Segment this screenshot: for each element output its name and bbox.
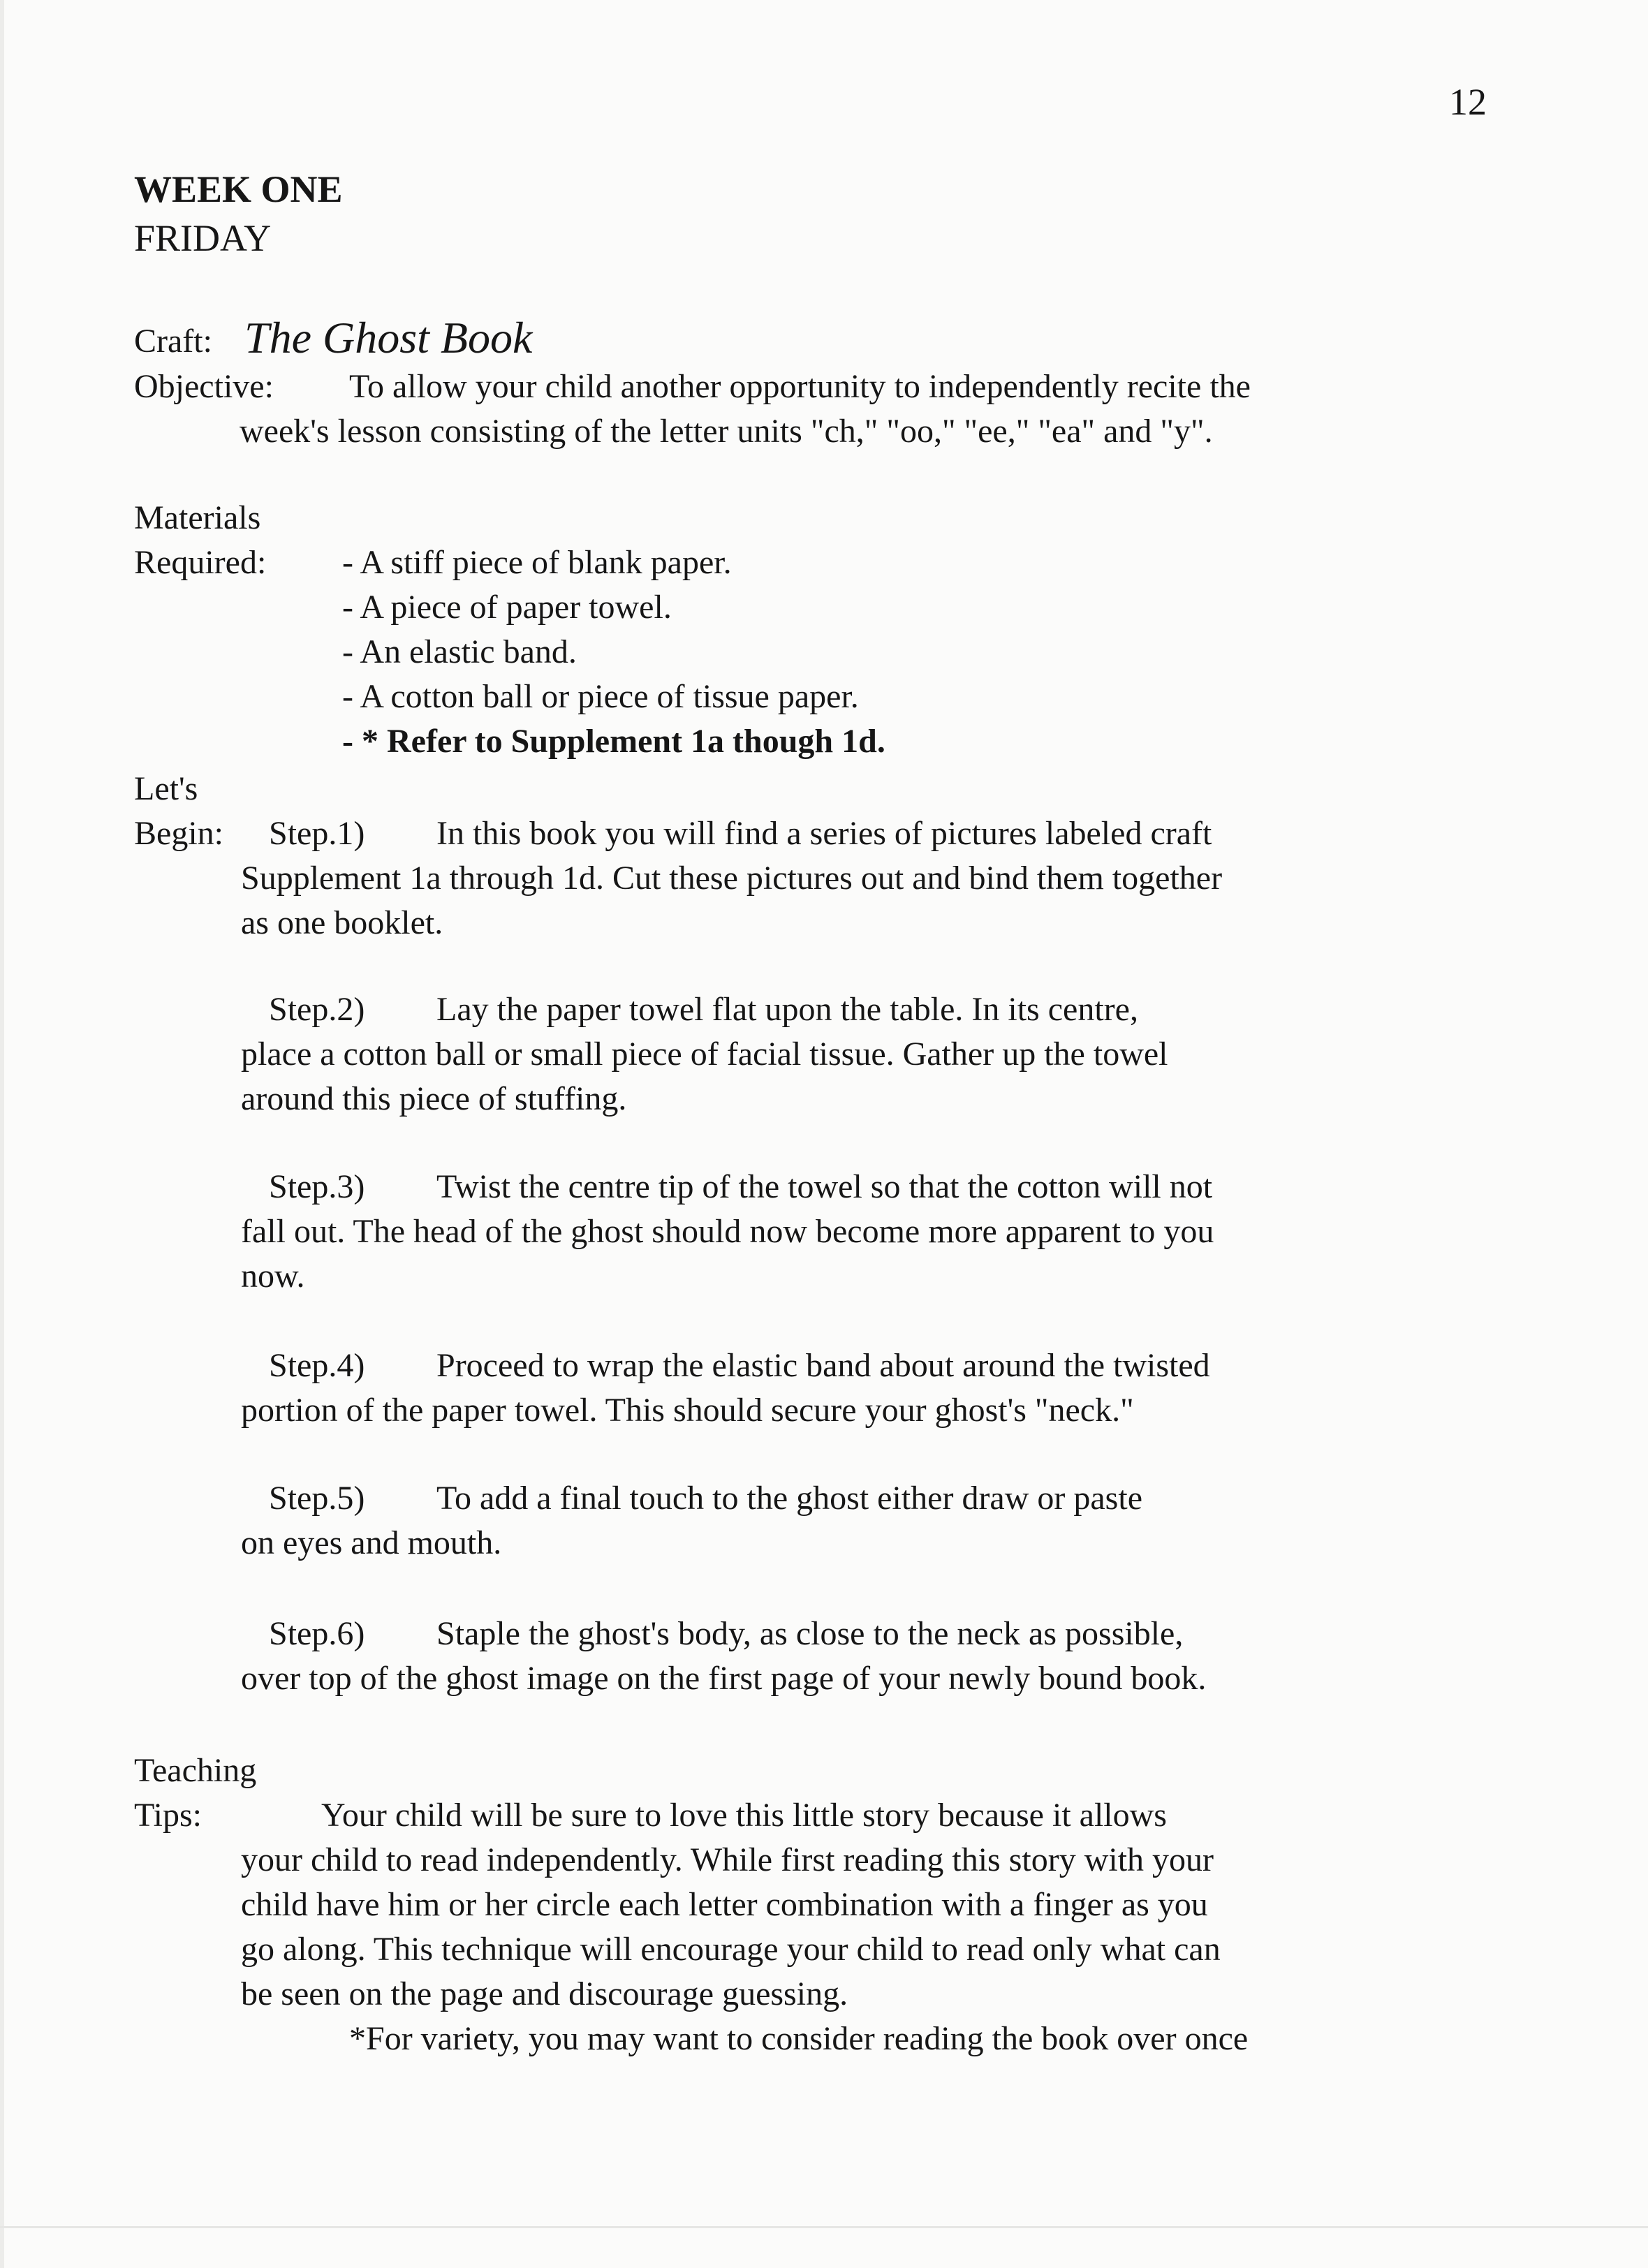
- lets-begin-label: Begin:: [134, 815, 223, 852]
- teaching-tips-text-line: go along. This technique will encourage your child to read only what can: [241, 1931, 1221, 1968]
- step-text-line: To add a final touch to the ghost either draw or paste: [436, 1480, 1142, 1517]
- teaching-tips-text-line: Your child will be sure to love this little story because it allows: [321, 1797, 1167, 1834]
- step-text-line: fall out. The head of the ghost should now become more apparent to you: [241, 1213, 1214, 1250]
- step-text-line: now.: [241, 1258, 305, 1295]
- materials-item-supplement-reference: - * Refer to Supplement 1a though 1d.: [342, 723, 885, 760]
- step-text-line: Proceed to wrap the elastic band about around the twisted: [436, 1347, 1210, 1384]
- step-number: Step.5): [269, 1480, 365, 1517]
- step-text-line: Twist the centre tip of the towel so that the cotton will not: [436, 1168, 1213, 1205]
- teaching-tips-text-line: be seen on the page and discourage guessing.: [241, 1975, 848, 2012]
- step-text-line: In this book you will find a series of pictures labeled craft: [436, 815, 1212, 852]
- page-number: 12: [1449, 81, 1487, 123]
- objective-label: Objective:: [134, 368, 274, 405]
- scan-edge-shadow: [0, 0, 4, 2268]
- materials-label: Materials: [134, 499, 261, 536]
- step-text-line: portion of the paper towel. This should secure your ghost's "neck.": [241, 1392, 1134, 1429]
- craft-label: Craft:: [134, 323, 212, 360]
- craft-title: The Ghost Book: [244, 313, 533, 362]
- step-text-line: on eyes and mouth.: [241, 1524, 502, 1561]
- materials-item: - A piece of paper towel.: [342, 589, 672, 626]
- teaching-tips-label: Teaching: [134, 1752, 257, 1789]
- step-number: Step.4): [269, 1347, 365, 1384]
- scan-bottom-edge: [0, 2226, 1648, 2228]
- step-number: Step.3): [269, 1168, 365, 1205]
- week-heading: WEEK ONE: [134, 168, 343, 210]
- step-text-line: as one booklet.: [241, 904, 443, 941]
- teaching-tips-label: Tips:: [134, 1797, 202, 1834]
- materials-item: - An elastic band.: [342, 633, 577, 670]
- step-text-line: Lay the paper towel flat upon the table. In its centre,: [436, 991, 1138, 1028]
- teaching-tips-text-line: child have him or her circle each letter combination with a finger as you: [241, 1886, 1208, 1923]
- teaching-tips-text-line: your child to read independently. While first reading this story with your: [241, 1841, 1214, 1878]
- step-text-line: place a cotton ball or small piece of facial tissue. Gather up the towel: [241, 1036, 1168, 1073]
- step-number: Step.6): [269, 1615, 365, 1652]
- step-text-line: over top of the ghost image on the first page of your newly bound book.: [241, 1660, 1207, 1697]
- materials-item: - A cotton ball or piece of tissue paper.: [342, 678, 859, 715]
- step-text-line: Supplement 1a through 1d. Cut these pictures out and bind them together: [241, 860, 1223, 897]
- objective-text-line: week's lesson consisting of the letter units "ch," "oo," "ee," "ea" and "y".: [240, 413, 1213, 450]
- step-text-line: around this piece of stuffing.: [241, 1080, 627, 1117]
- day-heading: FRIDAY: [134, 217, 272, 259]
- materials-item: - A stiff piece of blank paper.: [342, 544, 732, 581]
- step-text-line: Staple the ghost's body, as close to the neck as possible,: [436, 1615, 1184, 1652]
- materials-label: Required:: [134, 544, 267, 581]
- objective-text-line: To allow your child another opportunity to independently recite the: [349, 368, 1251, 405]
- step-number: Step.1): [269, 815, 365, 852]
- step-number: Step.2): [269, 991, 365, 1028]
- teaching-tips-variety-note: *For variety, you may want to consider reading the book over once: [349, 2020, 1249, 2057]
- lets-begin-label: Let's: [134, 770, 198, 807]
